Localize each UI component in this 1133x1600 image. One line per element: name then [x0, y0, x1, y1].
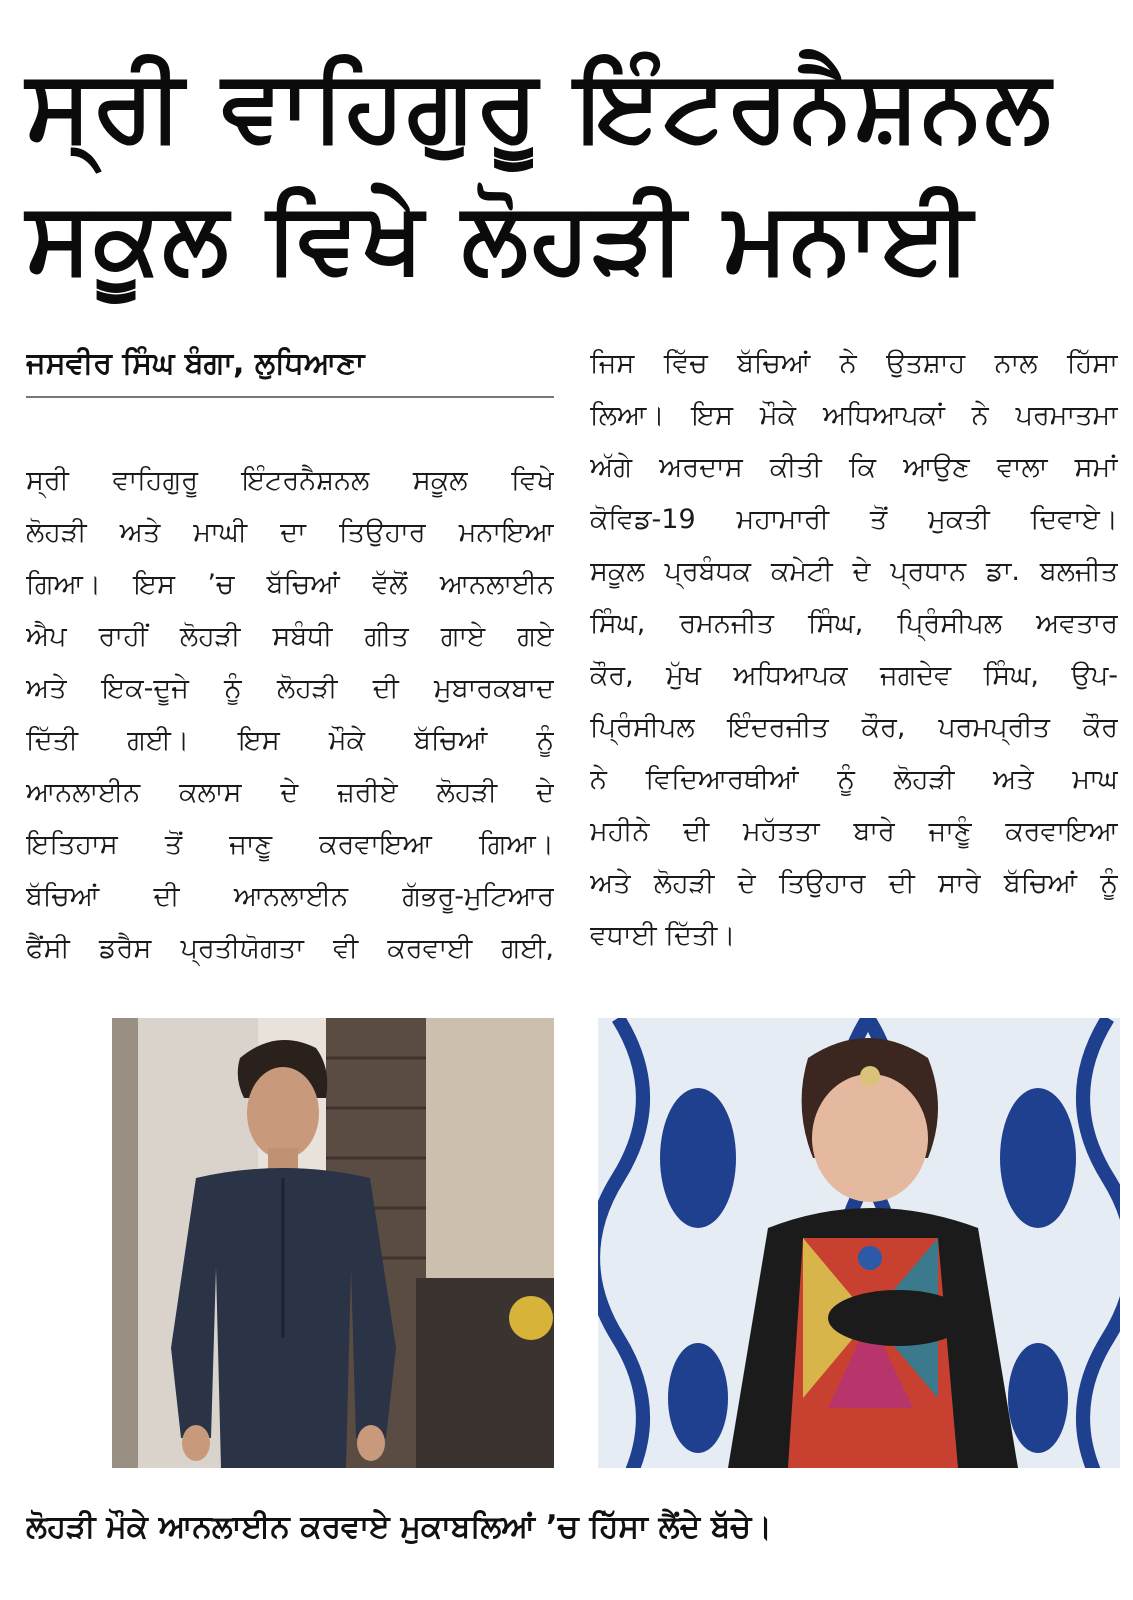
body-line: ਪ੍ਰਿੰਸੀਪਲ ਇੰਦਰਜੀਤ ਕੌਰ, ਪਰਮਪ੍ਰੀਤ ਕੌਰ [590, 712, 1118, 743]
photo-boy [26, 1018, 554, 1468]
body-line: ਸਿੰਘ, ਰਮਨਜੀਤ ਸਿੰਘ, ਪ੍ਰਿੰਸੀਪਲ ਅਵਤਾਰ [590, 608, 1118, 639]
body-line: ਸ੍ਰੀ ਵਾਹਿਗੁਰੂ ਇੰਟਰਨੈਸ਼ਨਲ ਸਕੂਲ ਵਿਖੇ [26, 465, 554, 496]
body-line: ਬੱਚਿਆਂ ਦੀ ਆਨਲਾਈਨ ਗੱਭਰੂ-ਮੁਟਿਆਰ [26, 881, 554, 912]
body-line: ਫੈਂਸੀ ਡਰੈਸ ਪ੍ਰਤੀਯੋਗਤਾ ਵੀ ਕਰਵਾਈ ਗਈ, [26, 933, 554, 964]
body-line: ਕੌਰ, ਮੁੱਖ ਅਧਿਆਪਕ ਜਗਦੇਵ ਸਿੰਘ, ਉਪ- [590, 660, 1118, 691]
body-line: ਕੋਵਿਡ-19 ਮਹਾਮਾਰੀ ਤੋਂ ਮੁਕਤੀ ਦਿਵਾਏ। [590, 504, 1118, 535]
body-line: ਮਹੀਨੇ ਦੀ ਮਹੱਤਤਾ ਬਾਰੇ ਜਾਣੂੰ ਕਰਵਾਇਆ [590, 816, 1118, 847]
body-line: ਦਿੱਤੀ ਗਈ। ਇਸ ਮੌਕੇ ਬੱਚਿਆਂ ਨੂੰ [26, 725, 554, 756]
body-line: ਗਿਆ। ਇਸ ’ਚ ਬੱਚਿਆਂ ਵੱਲੋਂ ਆਨਲਾਈਨ [26, 569, 554, 600]
body-line: ਅਤੇ ਲੋਹੜੀ ਦੇ ਤਿਉਹਾਰ ਦੀ ਸਾਰੇ ਬੱਚਿਆਂ ਨੂੰ [590, 868, 1118, 899]
body-line: ਅੱਗੇ ਅਰਦਾਸ ਕੀਤੀ ਕਿ ਆਉਣ ਵਾਲਾ ਸਮਾਂ [590, 452, 1118, 483]
body-line: ਜਿਸ ਵਿੱਚ ਬੱਚਿਆਂ ਨੇ ਉਤਸ਼ਾਹ ਨਾਲ ਹਿੱਸਾ [590, 348, 1118, 379]
photo-caption: ਲੋਹੜੀ ਮੌਕੇ ਆਨਲਾਈਨ ਕਰਵਾਏ ਮੁਕਾਬਲਿਆਂ ’ਚ ਹਿੱਸਾ ਲੈਂਦੇ ਬੱਚੇ। [26, 1509, 773, 1545]
body-line: ਨੇ ਵਿਦਿਆਰਥੀਆਂ ਨੂੰ ਲੋਹੜੀ ਅਤੇ ਮਾਘ [590, 764, 1118, 795]
photo-girl [598, 1018, 1120, 1468]
body-line: ਵਧਾਈ ਦਿੱਤੀ। [590, 920, 736, 951]
body-line: ਇਤਿਹਾਸ ਤੋਂ ਜਾਣੂ ਕਰਵਾਇਆ ਗਿਆ। [26, 829, 554, 860]
headline-line: ਸਕੂਲ ਵਿਖੇ ਲੋਹੜੀ ਮਨਾਈ [26, 181, 975, 295]
body-line: ਆਨਲਾਈਨ ਕਲਾਸ ਦੇ ਜ਼ਰੀਏ ਲੋਹੜੀ ਦੇ [26, 777, 554, 808]
body-line: ਲੋਹੜੀ ਅਤੇ ਮਾਘੀ ਦਾ ਤਿਉਹਾਰ ਮਨਾਇਆ [26, 517, 554, 548]
photo-boy-image [26, 1018, 554, 1468]
body-line: ਅਤੇ ਇਕ-ਦੂਜੇ ਨੂੰ ਲੋਹੜੀ ਦੀ ਮੁਬਾਰਕਬਾਦ [26, 673, 554, 704]
body-line: ਐਪ ਰਾਹੀਂ ਲੋਹੜੀ ਸਬੰਧੀ ਗੀਤ ਗਾਏ ਗਏ [26, 621, 554, 652]
body-line: ਸਕੂਲ ਪ੍ਰਬੰਧਕ ਕਮੇਟੀ ਦੇ ਪ੍ਰਧਾਨ ਡਾ. ਬਲਜੀਤ [590, 556, 1118, 587]
headline-line: ਸ੍ਰੀ ਵਾਹਿਗੁਰੂ ਇੰਟਰਨੈਸ਼ਨਲ [26, 49, 1053, 163]
photo-girl-image [598, 1018, 1120, 1468]
body-line: ਲਿਆ। ਇਸ ਮੌਕੇ ਅਧਿਆਪਕਾਂ ਨੇ ਪਰਮਾਤਮਾ [590, 400, 1118, 431]
article-column-left [26, 455, 554, 975]
headline [26, 40, 1116, 304]
byline: ਜਸਵੀਰ ਸਿੰਘ ਬੰਗਾ, ਲੁਧਿਆਣਾ [26, 342, 554, 398]
article-column-right [590, 338, 1118, 962]
